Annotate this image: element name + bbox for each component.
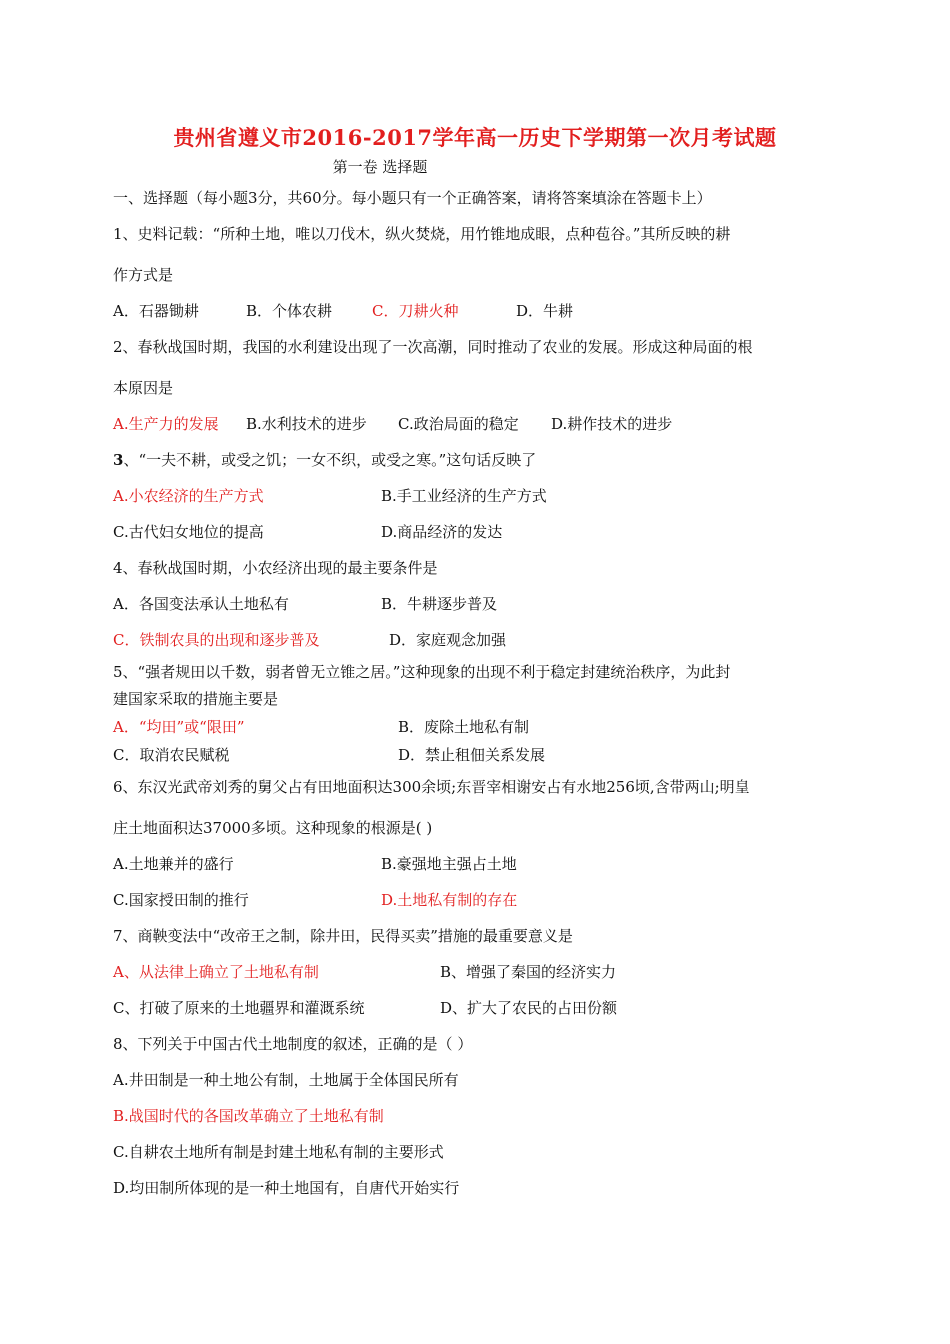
question-8-option-a: A.井田制是一种土地公有制，土地属于全体国民所有 [113, 1071, 459, 1089]
question-2-stem-line1: 2、春秋战国时期，我国的水利建设出现了一次高潮，同时推动了农业的发展。形成这种局面的根 [113, 338, 753, 356]
question-2-option-c: C.政治局面的稳定 [398, 415, 519, 433]
question-7-stem: 7、商鞅变法中“改帝王之制，除井田，民得买卖”措施的最重要意义是 [113, 927, 573, 945]
question-8-stem: 8、下列关于中国古代土地制度的叙述，正确的是（ ） [113, 1035, 473, 1053]
question-6-option-d: D.土地私有制的存在 [381, 891, 518, 909]
question-8-option-d: D.均田制所体现的是一种土地国有，自唐代开始实行 [113, 1179, 460, 1197]
question-8-option-c: C.自耕农土地所有制是封建土地私有制的主要形式 [113, 1143, 444, 1161]
question-4-option-d: D．家庭观念加强 [389, 631, 507, 649]
question-7-option-a: A、从法律上确立了土地私有制 [113, 963, 319, 981]
question-5-option-a: A．“均田”或“限田” [113, 718, 245, 736]
question-5-option-d: D．禁止租佃关系发展 [398, 746, 546, 764]
section-instructions: 一、选择题（每小题3分，共60分。每小题只有一个正确答案，请将答案填涂在答题卡上） [113, 189, 712, 207]
exam-title: 贵州省遵义市2016-2017学年高一历史下学期第一次月考试题 [173, 125, 777, 150]
question-1-option-c: C．刀耕火种 [372, 302, 459, 320]
question-7-option-b: B、增强了秦国的经济实力 [440, 963, 617, 981]
question-3-option-c: C.古代妇女地位的提高 [113, 523, 264, 541]
question-6-stem-line2: 庄土地面积达37000多顷。这种现象的根源是( ) [113, 819, 433, 837]
question-6-option-b: B.豪强地主强占土地 [381, 855, 517, 873]
question-4-option-a: A．各国变法承认土地私有 [113, 595, 289, 613]
question-1-stem-line2: 作方式是 [113, 266, 174, 284]
question-3-stem-text: 、“一夫不耕，或受之饥；一女不织，或受之寒。”这句话反映了 [123, 451, 537, 469]
question-5-option-b: B．废除土地私有制 [398, 718, 530, 736]
question-8-option-b: B.战国时代的各国改革确立了土地私有制 [113, 1107, 384, 1125]
question-3-stem [113, 450, 536, 470]
question-1-option-d: D．牛耕 [516, 302, 574, 320]
question-5-stem-line2: 建国家采取的措施主要是 [113, 690, 279, 708]
question-4-stem: 4、春秋战国时期，小农经济出现的最主要条件是 [113, 559, 438, 577]
question-6-stem-line1: 6、东汉光武帝刘秀的舅父占有田地面积达300余顷;东晋宰相谢安占有水地256顷,含带两山;明皇 [113, 778, 750, 796]
question-1-stem-line1: 1、史料记载：“所种土地，唯以刀伐木，纵火焚烧，用竹锥地成眼，点种苞谷。”其所反映的耕 [113, 225, 731, 243]
question-1-option-a: A．石器锄耕 [113, 302, 199, 320]
question-5-stem-line1: 5、“强者规田以千数，弱者曾无立锥之居。”这种现象的出现不利于稳定封建统治秩序，为此封 [113, 663, 731, 681]
question-7-option-d: D、扩大了农民的占田份额 [440, 999, 618, 1017]
question-6-option-c: C.国家授田制的推行 [113, 891, 249, 909]
question-2-option-a: A.生产力的发展 [113, 415, 219, 433]
question-1-option-b: B．个体农耕 [246, 302, 333, 320]
question-7-option-c: C、打破了原来的土地疆界和灌溉系统 [113, 999, 365, 1017]
question-3-option-b: B.手工业经济的生产方式 [381, 487, 547, 505]
question-4-option-c: C．铁制农具的出现和逐步普及 [113, 631, 320, 649]
question-6-option-a: A.土地兼并的盛行 [113, 855, 234, 873]
question-3-option-d: D.商品经济的发达 [381, 523, 503, 541]
question-2-stem-line2: 本原因是 [113, 379, 174, 397]
question-5-option-c: C．取消农民赋税 [113, 746, 230, 764]
volume-heading: 第一卷 选择题 [332, 158, 428, 176]
question-4-option-b: B．牛耕逐步普及 [381, 595, 498, 613]
question-2-option-d: D.耕作技术的进步 [551, 415, 673, 433]
question-3-number: 3 [113, 451, 124, 469]
question-3-option-a: A.小农经济的生产方式 [113, 487, 264, 505]
question-2-option-b: B.水利技术的进步 [246, 415, 367, 433]
